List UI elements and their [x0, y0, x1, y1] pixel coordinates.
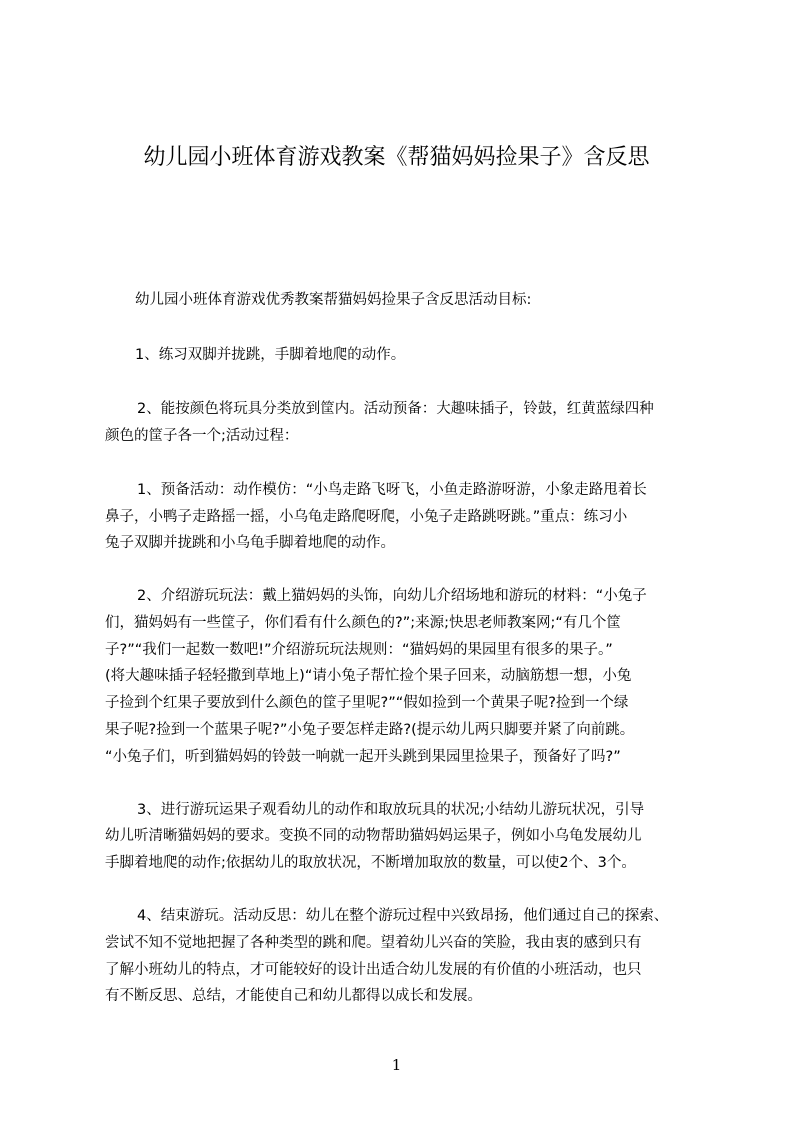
text-line: 们，猫妈妈有一些筐子，你们看有什么颜色的?”;来源;快思老师教案网;“有几个筐	[105, 615, 621, 631]
text-line: 2、介绍游玩玩法：戴上猫妈妈的头饰，向幼儿介绍场地和游玩的材料：“小兔子	[137, 588, 647, 604]
text-line: 幼儿园小班体育游戏优秀教案帮猫妈妈捡果子含反思活动目标:	[135, 292, 532, 308]
text-line: 颜色的筐子各一个;活动过程：	[105, 428, 299, 444]
text-line: 子?”“我们一起数一数吧!”介绍游玩玩法规则：“猫妈妈的果园里有很多的果子。”	[105, 642, 613, 658]
text-line: “小兔子们，听到猫妈妈的铃鼓一响就一起开头跳到果园里捡果子，预备好了吗?”	[105, 749, 621, 765]
text-line: 有不断反思、总结，才能使自己和幼儿都得以成长和发展。	[105, 988, 482, 1004]
text-line: 果子呢?捡到一个蓝果子呢?”小兔子要怎样走路?(提示幼儿两只脚要并紧了向前跳。	[105, 722, 635, 738]
text-line: 幼儿听清晰猫妈妈的要求。变换不同的动物帮助猫妈妈运果子，例如小乌龟发展幼儿	[105, 828, 642, 844]
text-line: 尝试不知不觉地把握了各种类型的跳和爬。望着幼儿兴奋的笑脸，我由衷的感到只有	[105, 935, 642, 951]
text-line: 手脚着地爬的动作;依据幼儿的取放状况，不断增加取放的数量，可以使2个、3个。	[105, 855, 636, 871]
text-line: 4、结束游玩。活动反思：幼儿在整个游玩过程中兴致昂扬，他们通过自己的探索、	[137, 908, 669, 924]
text-line: 鼻子，小鸭子走路摇一摇，小乌龟走路爬呀爬，小兔子走路跳呀跳。”重点：练习小	[105, 509, 628, 525]
text-line: 1、预备活动：动作模仿：“小鸟走路飞呀飞，小鱼走路游呀游，小象走路甩着长	[137, 482, 647, 498]
text-line: 了解小班幼儿的特点，才可能较好的设计出适合幼儿发展的有价值的小班活动，也只	[105, 962, 642, 978]
text-line: 兔子双脚并拢跳和小乌龟手脚着地爬的动作。	[105, 535, 395, 551]
text-line: 子捡到个红果子要放到什么颜色的筐子里呢?”“假如捡到一个黄果子呢?捡到一个绿	[105, 695, 629, 711]
text-line: 2、能按颜色将玩具分类放到筐内。活动预备：大趣味插子，铃鼓，红黄蓝绿四种	[137, 401, 654, 417]
text-line: (将大趣味插子轻轻撒到草地上)“请小兔子帮忙捡个果子回来，动脑筋想一想，小兔	[105, 668, 632, 684]
text-line: 3、进行游玩运果子观看幼儿的动作和取放玩具的状况;小结幼儿游玩状况，引导	[137, 802, 645, 818]
document-title: 幼儿园小班体育游戏教案《帮猫妈妈捡果子》含反思	[143, 145, 650, 170]
page-number: 1	[391, 1056, 402, 1074]
text-line: 1、练习双脚并拢跳，手脚着地爬的动作。	[135, 347, 406, 363]
